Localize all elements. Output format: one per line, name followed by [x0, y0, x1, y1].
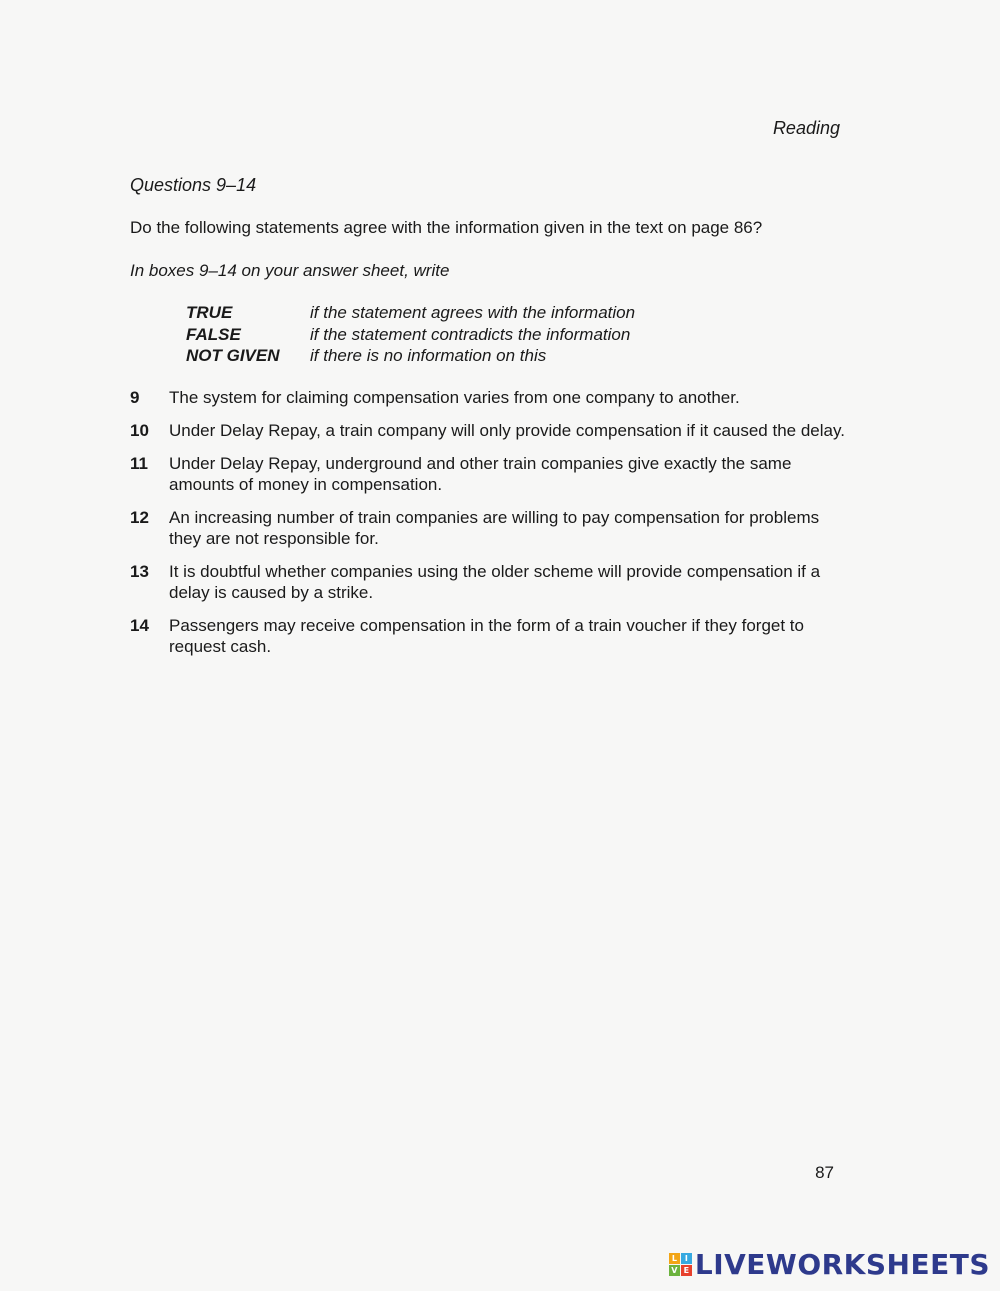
answer-key-table	[186, 302, 635, 367]
key-row-not-given	[186, 345, 635, 367]
question-number: 11	[130, 454, 148, 473]
question-item	[130, 561, 850, 603]
answer-sheet-instruction: In boxes 9–14 on your answer sheet, write	[130, 261, 450, 280]
question-item	[130, 453, 850, 495]
key-term: FALSE	[186, 324, 241, 344]
question-item	[130, 387, 850, 408]
question-item	[130, 615, 850, 657]
question-number: 9	[130, 388, 140, 407]
liveworksheets-logo-icon	[669, 1253, 692, 1276]
key-term: NOT GIVEN	[186, 346, 280, 365]
question-number: 12	[130, 508, 149, 527]
question-text: Passengers may receive compensation in the form of a train voucher if they forget to request cash.	[169, 616, 804, 656]
question-text: It is doubtful whether companies using the older scheme will provide compensation if a delay is caused by a strike.	[169, 562, 821, 602]
liveworksheets-watermark	[669, 1248, 990, 1281]
key-meaning: if the statement contradicts the information	[310, 324, 631, 344]
key-meaning: if there is no information on this	[310, 346, 547, 365]
question-text: The system for claiming compensation varies from one company to another.	[169, 388, 740, 407]
brand-name: LIVEWORKSHEETS	[694, 1248, 990, 1281]
question-text: An increasing number of train companies are willing to pay compensation for problems they are not responsible for.	[169, 508, 820, 548]
instruction-text: Do the following statements agree with the information given in the text on page 86?	[130, 218, 763, 237]
question-list	[130, 387, 850, 669]
logo-letter: E	[681, 1265, 692, 1276]
question-number: 13	[130, 562, 149, 581]
question-item	[130, 507, 850, 549]
question-text: Under Delay Repay, underground and other train companies give exactly the same amounts of money in compensation.	[169, 454, 792, 494]
question-number: 10	[130, 421, 149, 440]
questions-heading: Questions 9–14	[130, 175, 257, 195]
key-row-true	[186, 302, 635, 324]
section-header: Reading	[772, 118, 840, 138]
question-text: Under Delay Repay, a train company will only provide compensation if it caused the delay.	[169, 421, 845, 440]
question-item	[130, 420, 850, 441]
logo-letter: I	[681, 1253, 692, 1264]
logo-letter: V	[669, 1265, 680, 1276]
key-term: TRUE	[186, 303, 233, 322]
logo-letter: L	[669, 1253, 680, 1264]
key-row-false	[186, 324, 635, 346]
page-number: 87	[815, 1163, 834, 1182]
key-meaning: if the statement agrees with the information	[310, 303, 636, 322]
question-number: 14	[130, 616, 149, 635]
